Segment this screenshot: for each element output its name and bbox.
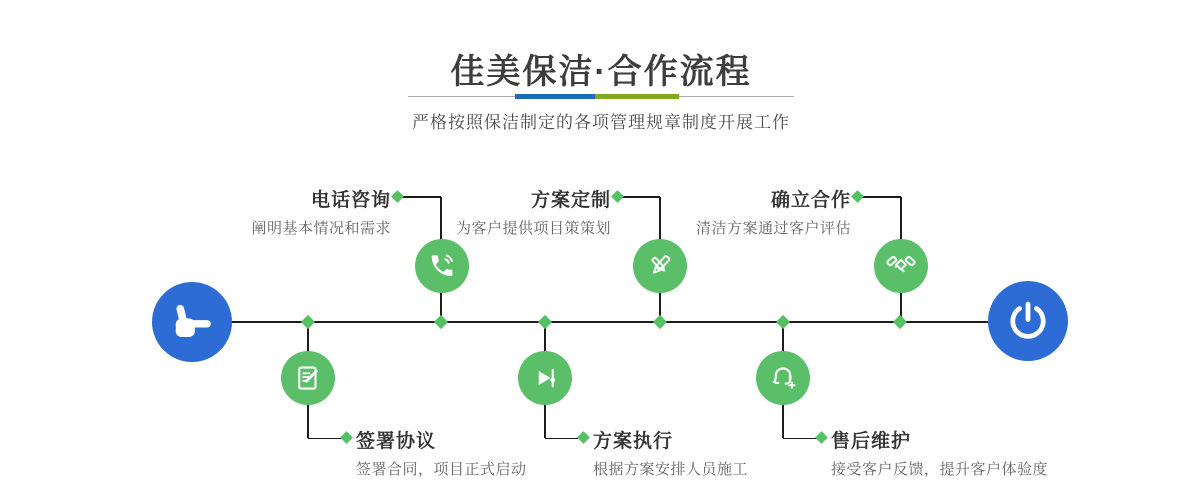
power-icon [1006,299,1050,343]
step-description: 为客户提供项目策策划 [455,220,611,237]
step-circle-establish-cooperation [874,239,928,293]
step-title: 签署协议 [356,431,437,452]
step-description: 接受客户反馈，提升客户体验度 [831,461,1049,478]
connector-line [308,438,344,440]
step-title: 方案执行 [593,431,674,452]
step-label-after-sales [831,426,1048,479]
phone-icon [427,251,457,281]
connector-line [862,196,901,198]
step-circle-sign-agreement [281,351,335,405]
timeline-node-diamond [538,315,552,329]
connector-line [622,196,660,198]
label-diamond [577,431,590,444]
divider-olive-segment [595,94,679,99]
timeline-node-diamond [301,315,315,329]
timeline-line [228,321,992,323]
headset-support-icon [767,362,799,394]
label-diamond [815,431,828,444]
step-circle-plan-custom [633,239,687,293]
crossed-pencils-icon [645,251,675,281]
step-circle-plan-execute [518,351,572,405]
label-diamond [340,431,353,444]
step-description: 阐明基本情况和需求 [251,220,391,237]
start-endpoint-circle [152,282,232,362]
contract-edit-icon [293,363,323,393]
step-title: 确立合作 [770,190,851,211]
page-subtitle: 严格按照保洁制定的各项管理规章制度开展工作 [412,113,790,132]
step-description: 根据方案安排人员施工 [593,461,749,478]
connector-line [545,438,581,440]
label-diamond [391,190,404,203]
step-label-establish-cooperation [696,185,851,238]
step-title: 电话咨询 [310,190,391,211]
title-divider [408,93,794,101]
connector-line [402,196,441,198]
step-description: 清洁方案通过客户评估 [695,220,851,237]
end-endpoint-circle [988,281,1068,361]
timeline-node-diamond [893,315,907,329]
step-label-plan-execute [593,426,748,479]
play-slider-icon [530,363,560,393]
timeline-node-diamond [653,315,667,329]
step-circle-phone-consult [415,239,469,293]
divider-blue-segment [515,94,595,99]
step-title: 方案定制 [530,190,611,211]
step-description: 签署合同，项目正式启动 [356,461,527,478]
page-title: 佳美保洁·合作流程 [450,53,752,91]
step-label-plan-custom [456,185,611,238]
step-title: 售后维护 [831,431,912,452]
label-diamond [851,190,864,203]
timeline-node-diamond [434,315,448,329]
handshake-icon [885,250,917,282]
step-label-phone-consult [251,185,391,238]
step-label-sign-agreement [356,426,527,479]
connector-line [783,438,819,440]
step-circle-after-sales [756,351,810,405]
timeline-node-diamond [776,315,790,329]
label-diamond [611,190,624,203]
pointing-hand-icon [169,299,215,345]
